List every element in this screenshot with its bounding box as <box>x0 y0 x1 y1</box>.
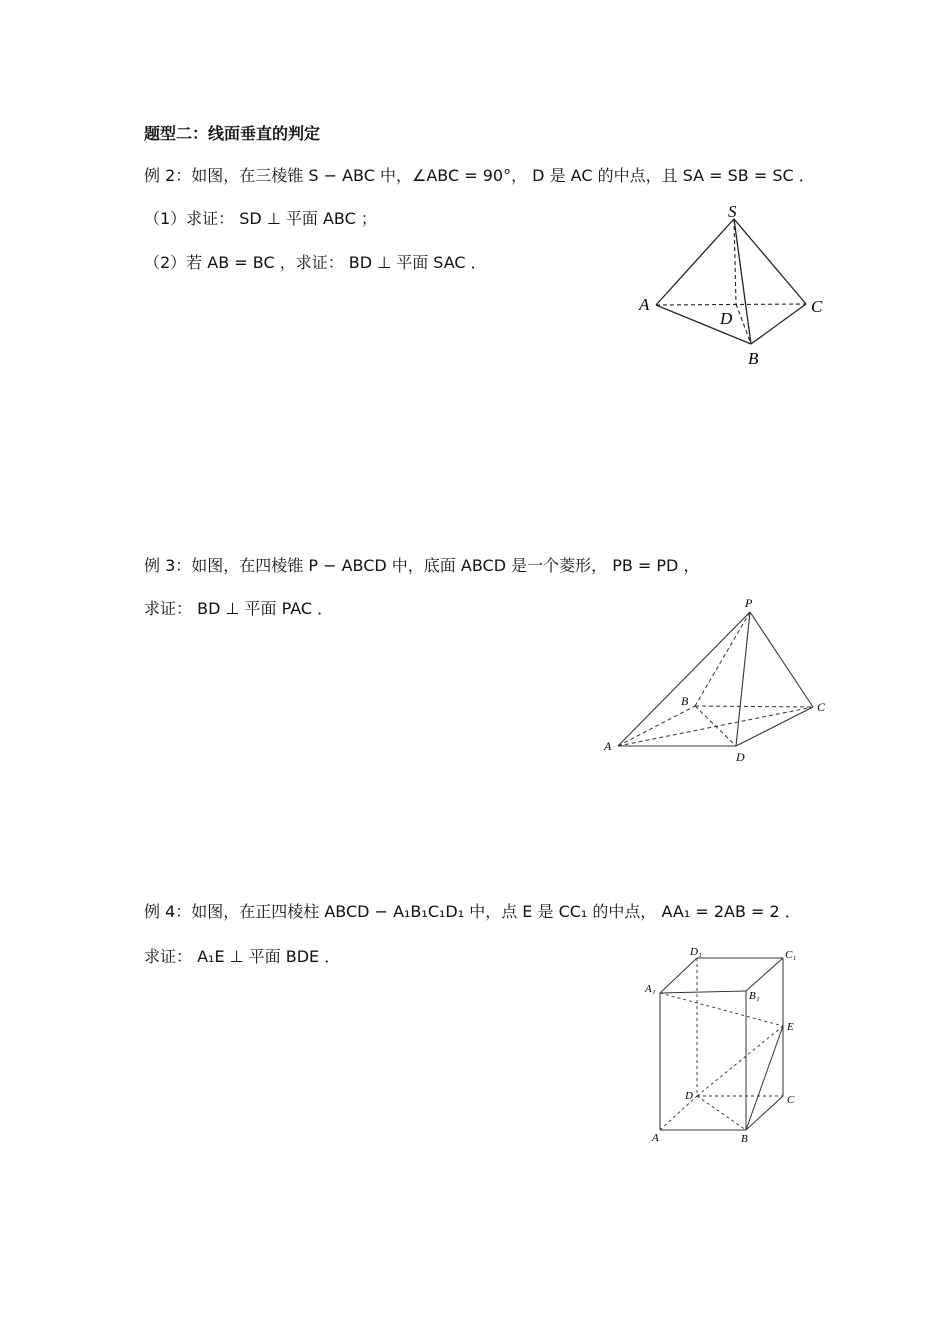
edge-PA <box>618 612 750 746</box>
edge-SB <box>734 219 751 344</box>
edge-SC <box>734 219 806 304</box>
label-B: B <box>741 1133 748 1145</box>
label-D: D <box>736 750 745 764</box>
example-2-pyramid-figure <box>630 198 840 373</box>
label-C: C <box>817 700 826 714</box>
label-A: A <box>639 295 650 314</box>
edge-PC <box>750 612 813 707</box>
label-A: A <box>652 1132 659 1144</box>
example-3-pyramid-figure <box>595 590 845 770</box>
segment-A1E-hidden <box>660 993 783 1026</box>
section-title: 题型二：线面垂直的判定 <box>144 124 321 143</box>
edge-A1D1 <box>660 958 697 993</box>
label-B: B <box>748 349 759 368</box>
edge-AB-hidden <box>618 706 695 746</box>
example-4-statement: 例 4：如图，在正四棱柱 ABCD − A₁B₁C₁D₁ 中，点 E 是 CC₁ 的中点， AA₁ = 2AB = 2 ． <box>144 902 801 921</box>
example-3-prove: 求证： BD ⊥ 平面 PAC ． <box>144 599 334 618</box>
diagonal-AC-hidden <box>618 707 813 746</box>
edge-A1B1 <box>660 991 746 993</box>
segment-DB-hidden <box>697 1096 746 1130</box>
example-4-prism-figure <box>640 940 815 1150</box>
label-D1: D₁ <box>690 946 702 958</box>
label-B1: B₁ <box>749 990 760 1002</box>
label-D: D <box>720 309 733 328</box>
example-3-statement: 例 3：如图，在四棱锥 P − ABCD 中，底面 ABCD 是一个菱形， PB = PD ， <box>144 556 700 575</box>
label-A: A <box>604 739 612 753</box>
label-C1: C₁ <box>785 949 797 961</box>
edge-DC <box>736 707 813 746</box>
edge-CB <box>751 304 806 344</box>
label-E: E <box>787 1021 794 1033</box>
label-S: S <box>728 202 737 221</box>
edge-B1C1 <box>746 958 783 991</box>
edge-SA <box>656 219 734 305</box>
example-2-question-1: （1）求证： SD ⊥ 平面 ABC ； <box>144 209 377 228</box>
label-C: C <box>811 297 823 316</box>
example-2-question-2: （2）若 AB = BC ，求证： BD ⊥ 平面 SAC ． <box>144 253 487 272</box>
label-A1: A₁ <box>645 983 656 995</box>
label-D: D <box>685 1090 693 1102</box>
label-C: C <box>787 1094 795 1106</box>
label-B: B <box>681 694 689 708</box>
label-P: P <box>745 596 753 610</box>
edge-BC-hidden <box>695 706 813 707</box>
edge-AC-hidden <box>656 304 806 305</box>
example-2-statement: 例 2：如图，在三棱锥 S − ABC 中，∠ABC = 90°， D 是 AC 的中点，且 SA = SB = SC ． <box>144 166 815 185</box>
edge-AB <box>656 305 751 344</box>
example-4-prove: 求证： A₁E ⊥ 平面 BDE ． <box>144 947 341 966</box>
